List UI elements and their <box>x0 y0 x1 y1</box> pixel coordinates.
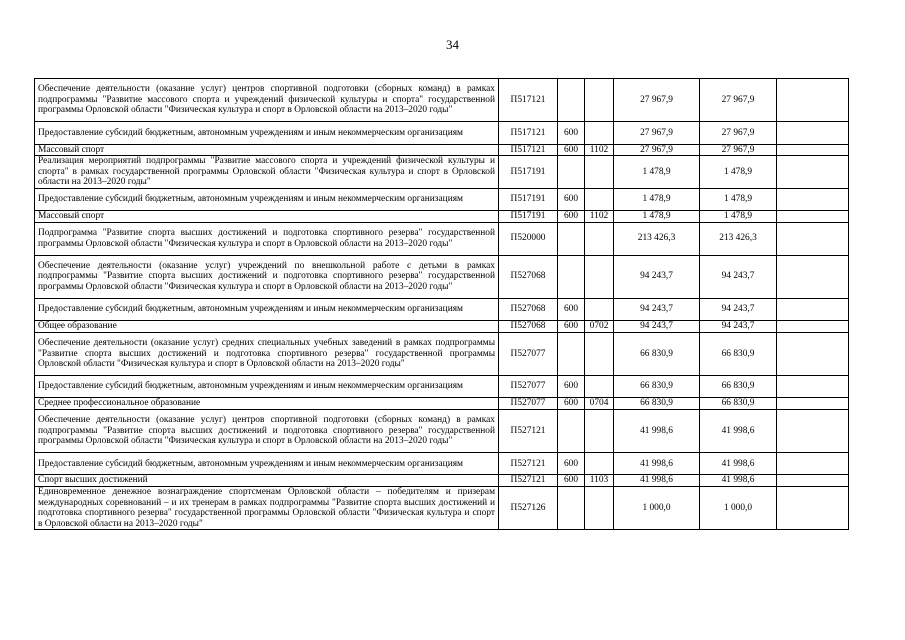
target-article-code: П527121 <box>499 453 558 475</box>
amount-1: 66 830,9 <box>614 398 700 410</box>
table-row <box>35 188 849 210</box>
amount-1: 94 243,7 <box>614 298 700 320</box>
amount-1: 27 967,9 <box>614 122 700 144</box>
amount-2: 27 967,9 <box>700 144 777 156</box>
amount-1: 94 243,7 <box>614 255 700 298</box>
row-description: Предоставление субсидий бюджетным, автономным учреждениям и иным некоммерческим организациям <box>35 298 499 320</box>
empty-cell <box>777 487 849 530</box>
section-code <box>585 487 614 530</box>
empty-cell <box>777 298 849 320</box>
row-description: Массовый спорт <box>35 144 499 156</box>
section-code <box>585 255 614 298</box>
expense-type-code <box>558 79 585 122</box>
target-article-code: П517121 <box>499 122 558 144</box>
amount-1: 66 830,9 <box>614 376 700 398</box>
table-row <box>35 376 849 398</box>
page-number: 34 <box>446 37 459 52</box>
expense-type-code <box>558 156 585 189</box>
empty-cell <box>777 398 849 410</box>
section-code: 1102 <box>585 144 614 156</box>
row-description: Предоставление субсидий бюджетным, автономным учреждениям и иным некоммерческим организациям <box>35 376 499 398</box>
expense-type-code <box>558 409 585 452</box>
section-code <box>585 79 614 122</box>
amount-2: 1 478,9 <box>700 188 777 210</box>
empty-cell <box>777 156 849 189</box>
amount-2: 27 967,9 <box>700 79 777 122</box>
table-row <box>35 79 849 122</box>
expense-type-code <box>558 255 585 298</box>
target-article-code: П527077 <box>499 332 558 375</box>
target-article-code: П527121 <box>499 475 558 487</box>
amount-2: 41 998,6 <box>700 475 777 487</box>
section-code <box>585 188 614 210</box>
row-description: Предоставление субсидий бюджетным, автономным учреждениям и иным некоммерческим организациям <box>35 188 499 210</box>
table-row <box>35 298 849 320</box>
row-description: Предоставление субсидий бюджетным, автономным учреждениям и иным некоммерческим организациям <box>35 453 499 475</box>
target-article-code: П527068 <box>499 255 558 298</box>
target-article-code: П517191 <box>499 211 558 223</box>
empty-cell <box>777 79 849 122</box>
empty-cell <box>777 453 849 475</box>
empty-cell <box>777 321 849 333</box>
amount-1: 41 998,6 <box>614 409 700 452</box>
amount-2: 27 967,9 <box>700 122 777 144</box>
empty-cell <box>777 409 849 452</box>
target-article-code: П527068 <box>499 298 558 320</box>
expense-type-code: 600 <box>558 188 585 210</box>
row-description: Обеспечение деятельности (оказание услуг) центров спортивной подготовки (сборных команд) в рамках подпрограммы "Развитие массового спорта и учреждений физической культуры и спорта" государственной программы Орловской области "Физическая культура и спорт в Орловской области на 2013–2020 годы" <box>35 79 499 122</box>
amount-2: 213 426,3 <box>700 222 777 255</box>
target-article-code: П517121 <box>499 144 558 156</box>
amount-1: 27 967,9 <box>614 79 700 122</box>
row-description: Реализация мероприятий подпрограммы "Развитие массового спорта и учреждений физической культуры и спорта" в рамках государственной программы Орловской области "Физическая культура и спорт в Орловской области на 2013–2020 годы" <box>35 156 499 189</box>
section-code: 0704 <box>585 398 614 410</box>
expense-type-code: 600 <box>558 453 585 475</box>
expense-type-code: 600 <box>558 298 585 320</box>
section-code <box>585 298 614 320</box>
table-row <box>35 475 849 487</box>
amount-2: 1 478,9 <box>700 156 777 189</box>
section-code <box>585 222 614 255</box>
amount-1: 1 478,9 <box>614 211 700 223</box>
table-row <box>35 122 849 144</box>
empty-cell <box>777 332 849 375</box>
empty-cell <box>777 144 849 156</box>
empty-cell <box>777 122 849 144</box>
amount-2: 41 998,6 <box>700 453 777 475</box>
row-description: Предоставление субсидий бюджетным, автономным учреждениям и иным некоммерческим организациям <box>35 122 499 144</box>
expense-type-code <box>558 222 585 255</box>
row-description: Обеспечение деятельности (оказание услуг) центров спортивной подготовки (сборных команд) в рамках подпрограммы "Развитие спорта высших достижений и подготовка спортивного резерва" государственной программы Орловской области "Физическая культура и спорт в Орловской области на 2013–2020 годы" <box>35 409 499 452</box>
empty-cell <box>777 376 849 398</box>
empty-cell <box>777 475 849 487</box>
section-code <box>585 332 614 375</box>
row-description: Единовременное денежное вознаграждение спортсменам Орловской области – победителям и призерам международных соревнований – и их тренерам в рамках подпрограммы "Развитие спорта высших достижений и подготовка спортивного резерва" государственной программы Орловской области "Физическая культура и спорт в Орловской области на 2013–2020 годы" <box>35 487 499 530</box>
table-row <box>35 211 849 223</box>
amount-2: 94 243,7 <box>700 255 777 298</box>
target-article-code: П527121 <box>499 409 558 452</box>
empty-cell <box>777 188 849 210</box>
expense-type-code: 600 <box>558 398 585 410</box>
table-row <box>35 409 849 452</box>
section-code <box>585 409 614 452</box>
amount-2: 66 830,9 <box>700 398 777 410</box>
target-article-code: П517121 <box>499 79 558 122</box>
row-description: Общее образование <box>35 321 499 333</box>
target-article-code: П527077 <box>499 376 558 398</box>
table-row <box>35 255 849 298</box>
amount-1: 27 967,9 <box>614 144 700 156</box>
table-row <box>35 156 849 189</box>
amount-2: 1 000,0 <box>700 487 777 530</box>
amount-1: 41 998,6 <box>614 475 700 487</box>
table-row <box>35 487 849 530</box>
target-article-code: П517191 <box>499 188 558 210</box>
table-row <box>35 144 849 156</box>
amount-2: 66 830,9 <box>700 332 777 375</box>
section-code: 1103 <box>585 475 614 487</box>
amount-1: 1 478,9 <box>614 188 700 210</box>
empty-cell <box>777 255 849 298</box>
row-description: Обеспечение деятельности (оказание услуг) средних специальных учебных заведений в рамках подпрограммы "Развитие спорта высших достижений и подготовка спортивного резерва" государственной программы Орловской области "Физическая культура и спорт в Орловской области на 2013–2020 годы" <box>35 332 499 375</box>
expense-type-code <box>558 332 585 375</box>
amount-1: 1 000,0 <box>614 487 700 530</box>
row-description: Среднее профессиональное образование <box>35 398 499 410</box>
row-description: Спорт высших достижений <box>35 475 499 487</box>
section-code <box>585 122 614 144</box>
table-row <box>35 332 849 375</box>
expense-type-code: 600 <box>558 122 585 144</box>
amount-2: 66 830,9 <box>700 376 777 398</box>
row-description: Массовый спорт <box>35 211 499 223</box>
expense-type-code: 600 <box>558 211 585 223</box>
target-article-code: П527126 <box>499 487 558 530</box>
expense-type-code: 600 <box>558 321 585 333</box>
amount-2: 94 243,7 <box>700 298 777 320</box>
expense-type-code <box>558 487 585 530</box>
amount-2: 1 478,9 <box>700 211 777 223</box>
amount-1: 94 243,7 <box>614 321 700 333</box>
table-row <box>35 222 849 255</box>
amount-2: 94 243,7 <box>700 321 777 333</box>
target-article-code: П517191 <box>499 156 558 189</box>
expense-type-code: 600 <box>558 475 585 487</box>
expense-type-code: 600 <box>558 144 585 156</box>
target-article-code: П527068 <box>499 321 558 333</box>
section-code: 0702 <box>585 321 614 333</box>
amount-1: 41 998,6 <box>614 453 700 475</box>
table-row <box>35 321 849 333</box>
section-code: 1102 <box>585 211 614 223</box>
expense-type-code: 600 <box>558 376 585 398</box>
table-row <box>35 453 849 475</box>
target-article-code: П527077 <box>499 398 558 410</box>
empty-cell <box>777 222 849 255</box>
table-row <box>35 398 849 410</box>
section-code <box>585 156 614 189</box>
section-code <box>585 376 614 398</box>
row-description: Подпрограмма "Развитие спорта высших достижений и подготовка спортивного резерва" государственной программы Орловской области "Физическая культура и спорт в Орловской области на 2013–2020 годы" <box>35 222 499 255</box>
amount-1: 66 830,9 <box>614 332 700 375</box>
budget-table <box>34 78 849 530</box>
target-article-code: П520000 <box>499 222 558 255</box>
amount-2: 41 998,6 <box>700 409 777 452</box>
amount-1: 213 426,3 <box>614 222 700 255</box>
empty-cell <box>777 211 849 223</box>
row-description: Обеспечение деятельности (оказание услуг) учреждений по внешкольной работе с детьми в рамках подпрограммы "Развитие спорта высших достижений и подготовка спортивного резерва" государственной программы Орловской области "Физическая культура и спорт в Орловской области на 2013–2020 годы" <box>35 255 499 298</box>
section-code <box>585 453 614 475</box>
amount-1: 1 478,9 <box>614 156 700 189</box>
